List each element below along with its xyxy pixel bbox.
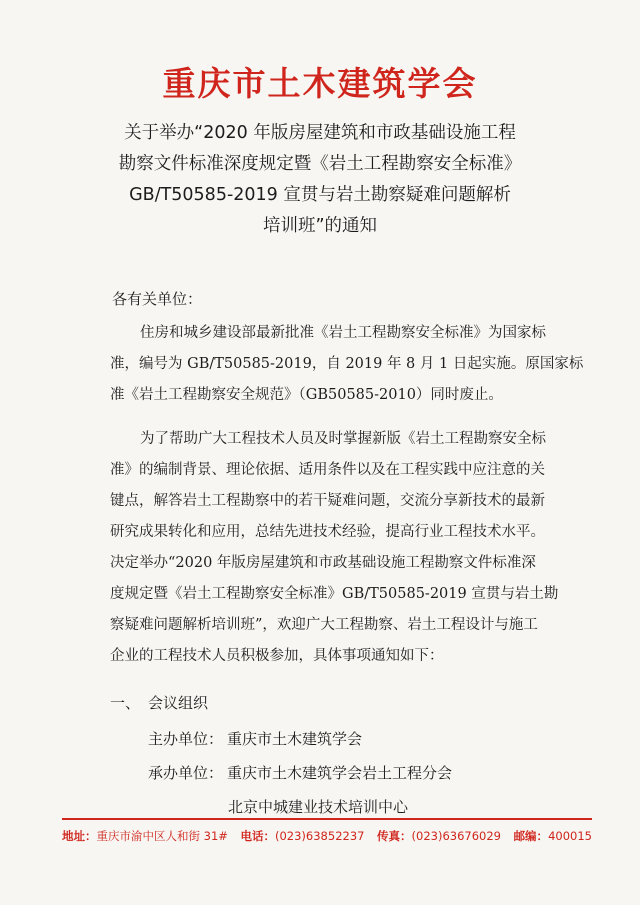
paragraph-line: 为了帮助广大工程技术人员及时掌握新版《岩土工程勘察安全标 — [140, 431, 546, 447]
host-row — [148, 728, 362, 749]
phone-label: 电话： — [240, 829, 275, 843]
title-line: 关于举办“2020 年版房屋建筑和市政基础设施工程 — [124, 123, 516, 143]
host-value: 重庆市土木建筑学会 — [227, 730, 363, 748]
host-label: 主办单位： — [148, 730, 224, 748]
section-title: 会议组织 — [148, 694, 209, 712]
paragraph-line: 准》的编制背景、理论依据、适用条件以及在工程实践中应注意的关 — [110, 462, 545, 478]
organizer-label: 承办单位： — [148, 764, 224, 782]
address-label: 地址： — [62, 829, 97, 843]
address-value: 重庆市渝中区人和街 31# — [96, 829, 228, 843]
paragraph-line: 企业的工程技术人员积极参加，具体事项通知如下： — [110, 648, 444, 664]
fax-label: 传真： — [377, 829, 412, 843]
paragraph-line: 察疑难问题解析培训班”，欢迎广大工程勘察、岩土工程设计与施工 — [110, 617, 538, 633]
postcode-label: 邮编： — [513, 829, 549, 843]
paragraph-line: 住房和城乡建设部最新批准《岩土工程勘察安全标准》为国家标 — [140, 325, 546, 341]
organizer-extra: 北京中城建业技术培训中心 — [228, 798, 409, 816]
title-line: GB/T50585-2019 宣贯与岩土勘察疑难问题解析 — [129, 185, 511, 205]
postcode-value: 400015 — [548, 829, 592, 843]
title-line: 勘察文件标准深度规定暨《岩土工程勘察安全标准》 — [118, 154, 522, 174]
footer-address — [62, 828, 228, 844]
section-number: 一、 — [110, 694, 141, 712]
salutation: 各有关单位： — [112, 290, 203, 308]
paragraph-line: 研究成果转化和应用，总结先进技术经验，提高行业工程技术水平。 — [110, 524, 545, 540]
paragraph-line: 决定举办“2020 年版房屋建筑和市政基础设施工程勘察文件标准深 — [110, 555, 536, 571]
paragraph-line: 准，编号为 GB/T50585-2019，自 2019 年 8 月 1 日起实施。原国家标 — [110, 356, 584, 372]
document-title — [60, 118, 580, 242]
paragraph-line: 准《岩土工程勘察安全规范》（GB50585-2010）同时废止。 — [110, 387, 503, 403]
footer-divider — [62, 818, 592, 820]
paragraph-2 — [110, 424, 559, 672]
organizer-value: 重庆市土木建筑学会岩土工程分会 — [227, 764, 453, 782]
footer — [62, 828, 592, 844]
footer-phone — [241, 828, 365, 844]
footer-postcode — [514, 828, 592, 844]
paragraph-line: 度规定暨《岩土工程勘察安全标准》GB/T50585-2019 宣贯与岩土勘 — [110, 586, 559, 602]
phone-value: (023)63852237 — [275, 829, 365, 843]
title-line: 培训班”的通知 — [262, 216, 378, 236]
paragraph-line: 键点，解答岩土工程勘察中的若干疑难问题，交流分享新技术的最新 — [110, 493, 545, 509]
footer-fax — [377, 828, 501, 844]
fax-value: (023)63676029 — [411, 829, 501, 843]
letterhead-organization: 重庆市土木建筑学会 — [162, 64, 478, 103]
organizer-row — [148, 762, 452, 783]
section-heading — [110, 692, 208, 713]
paragraph-1 — [110, 318, 584, 411]
